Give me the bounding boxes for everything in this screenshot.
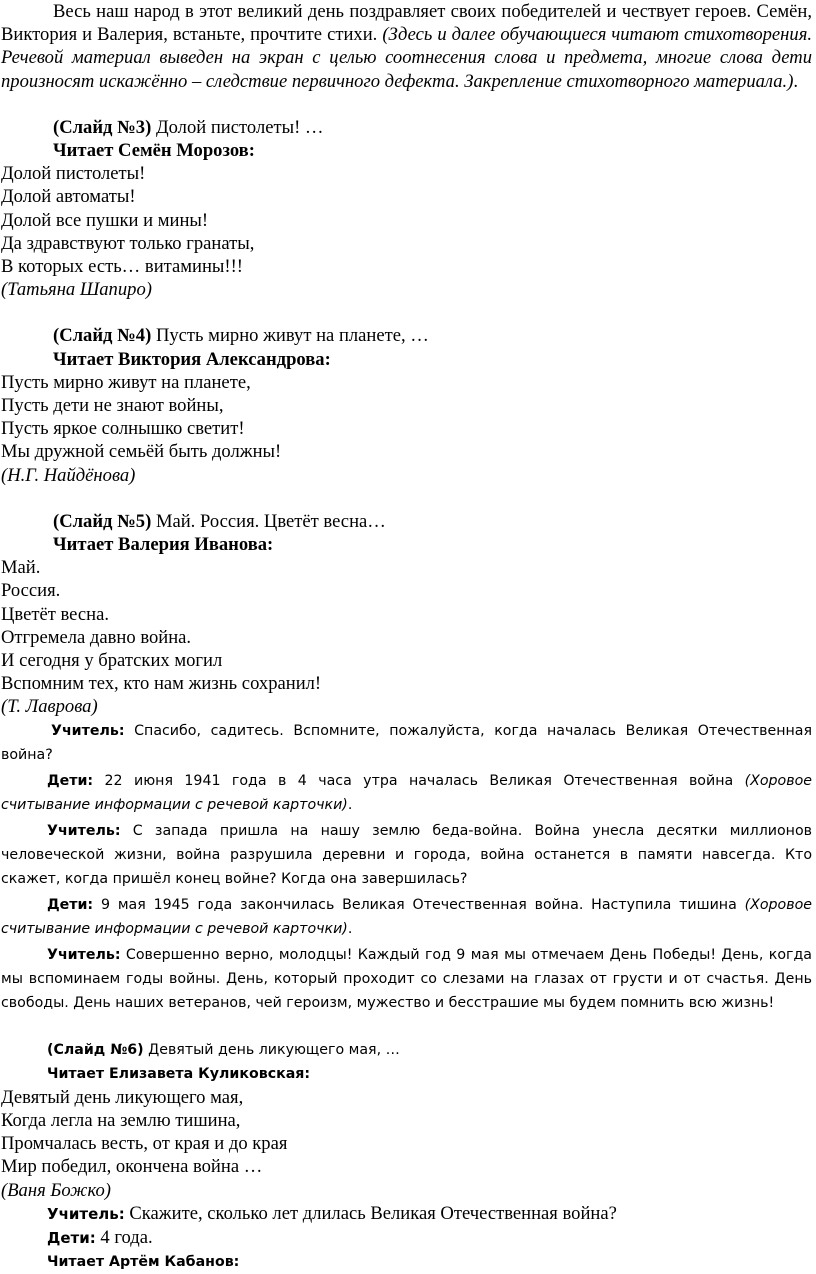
- poem-line: Девятый день ликующего мая,: [1, 1086, 244, 1108]
- poem-author: (Т. Лаврова): [1, 696, 98, 718]
- speaker-label: Учитель:: [47, 822, 121, 839]
- dialog-entry: [1, 719, 812, 767]
- slide-3-block: [1, 116, 812, 302]
- slide-3-heading: [1, 116, 812, 139]
- poem-line: Цветёт весна.: [1, 603, 109, 625]
- dialog-entry: [1, 819, 812, 891]
- poem-line: Долой автоматы!: [1, 186, 136, 208]
- poem-line: Да здравствуют только гранаты,: [1, 232, 255, 254]
- slide-6-heading: [1, 1038, 812, 1062]
- poem-line-text: Вспомним тех, кто нам жизнь сохранил!: [1, 673, 322, 695]
- dialog-text: 9 мая 1945 года закончилась Великая Отечественная война. Наступила тишина: [93, 896, 745, 913]
- slide-5-reader-name: Читает Валерия Иванова:: [53, 534, 274, 556]
- slide-4-label: (Слайд №4): [53, 325, 152, 347]
- dialog-text: Спасибо, садитесь. Вспомните, пожалуйста, когда началась Великая Отечественная война?: [1, 722, 812, 763]
- dialog-tail: .: [347, 920, 353, 937]
- dialog-text: Скажите, сколько лет длилась Великая Отечественная война?: [124, 1202, 617, 1224]
- slide-4-heading: [1, 324, 812, 347]
- slide-4-poem: [1, 371, 812, 487]
- dialog-note: (Хоровое считывание информации с речевой карточки): [1, 772, 812, 813]
- slide-4-block: [1, 324, 812, 486]
- poem-line: Отгремела давно война.: [1, 626, 192, 648]
- poem-line-text: Мы дружной семьёй быть должны!: [1, 441, 282, 463]
- closing-block: [1, 1202, 812, 1274]
- slide-6-reader-name: Читает Елизавета Куликовская:: [47, 1065, 311, 1082]
- slide-3-first-line: Долой пистолеты! …: [151, 116, 324, 138]
- dialog-text: 22 июня 1941 года в 4 часа утра началась Великая Отечественная война: [93, 772, 745, 789]
- slide-6-reader: [1, 1062, 812, 1086]
- poem-line-text: В которых есть… витамины!!!: [1, 256, 243, 278]
- slide-6-label: (Слайд №6): [47, 1041, 144, 1058]
- intro-text: Весь наш народ в этот великий день поздравляет своих победителей и чествует героев. Семён, Виктория и Валерия, встаньте, прочтите стихи.: [1, 1, 812, 46]
- poem-line-last: [1, 1155, 812, 1201]
- poem-author: (Ваня Божко): [1, 1179, 111, 1201]
- poem-line: Промчалась весть, от края и до края: [1, 1133, 288, 1155]
- slide-5-heading: [1, 510, 812, 533]
- poem-line-last: [1, 440, 812, 486]
- poem-line: Когда легла на землю тишина,: [1, 1109, 241, 1131]
- dialog-entry: [1, 943, 812, 1015]
- poem-author: (Н.Г. Найдёнова): [1, 464, 136, 486]
- dialog-entry: [1, 769, 812, 817]
- slide-4-reader-name: Читает Виктория Александрова:: [53, 348, 331, 370]
- dialog-text: Совершенно верно, молодцы! Каждый год 9 мая мы отмечаем День Победы! День, когда мы вспоминаем годы войны. День, который проходит со слезами на глазах от грусти и от счастья. День свободы. День наших ветеранов, чей героизм, мужество и бесстрашие мы будем помнить всю жизнь!: [1, 946, 812, 1011]
- slide-5-label: (Слайд №5): [53, 510, 152, 532]
- poem-line: Долой все пушки и мины!: [1, 209, 209, 231]
- slide-3-reader: [1, 139, 812, 162]
- closing-kids: [1, 1226, 812, 1250]
- closing-teacher: [1, 1202, 812, 1226]
- slide-5-first-line: Май. Россия. Цветёт весна…: [151, 510, 386, 532]
- dialog-text: 4 года.: [95, 1226, 153, 1248]
- next-reader-name: Читает Артём Кабанов:: [47, 1253, 240, 1270]
- speaker-label: Учитель:: [51, 722, 125, 739]
- next-reader: [1, 1250, 812, 1274]
- slide-5-reader: [1, 533, 812, 556]
- speaker-label: Учитель:: [47, 1204, 125, 1223]
- poem-line-last: [1, 255, 812, 301]
- intro-tail: .: [793, 70, 799, 92]
- poem-line: Россия.: [1, 580, 61, 602]
- slide-4-reader: [1, 348, 812, 371]
- poem-line-last: [1, 672, 812, 718]
- poem-author: (Татьяна Шапиро): [1, 279, 152, 301]
- dialog-text: С запада пришла на нашу землю беда-война. Война унесла десятки миллионов человеческой жизни, война разрушила деревни и города, война останется в памяти навсегда. Кто скажет, когда пришёл конец войне? Когда она завершилась?: [1, 822, 812, 887]
- dialog-block: [1, 719, 812, 1015]
- speaker-label: Дети:: [47, 772, 94, 789]
- poem-line: Долой пистолеты!: [1, 163, 146, 185]
- slide-6-poem: [1, 1086, 812, 1202]
- slide-5-poem: [1, 556, 812, 718]
- poem-line: И сегодня у братских могил: [1, 650, 223, 672]
- slide-3-label: (Слайд №3): [53, 116, 152, 138]
- speaker-label: Дети:: [47, 1228, 96, 1247]
- speaker-label: Учитель:: [47, 946, 121, 963]
- poem-line: Пусть дети не знают войны,: [1, 395, 224, 417]
- slide-3-poem: [1, 162, 812, 301]
- dialog-note: (Хоровое считывание информации с речевой карточки): [1, 896, 812, 937]
- slide-4-first-line: Пусть мирно живут на планете, …: [151, 325, 429, 347]
- dialog-entry: [1, 893, 812, 941]
- slide-6-first-line: Девятый день ликующего мая, …: [143, 1041, 400, 1058]
- poem-line: Пусть яркое солнышко светит!: [1, 418, 245, 440]
- slide-6-block: [1, 1038, 812, 1202]
- dialog-tail: .: [347, 796, 353, 813]
- speaker-label: Дети:: [47, 896, 94, 913]
- poem-line: Пусть мирно живут на планете,: [1, 371, 251, 393]
- slide-5-block: [1, 510, 812, 719]
- poem-line-text: Мир победил, окончена война …: [1, 1156, 263, 1178]
- poem-line: Май.: [1, 557, 41, 579]
- intro-paragraph: [1, 0, 812, 93]
- slide-3-reader-name: Читает Семён Морозов:: [53, 140, 255, 162]
- intro-note: (Здесь и далее обучающиеся читают стихотворения. Речевой материал выведен на экран с целью соотнесения слова и предмета, многие слова дети произносят искажённо – следствие первичного дефекта. Закрепление стихотворного материала.): [1, 24, 812, 92]
